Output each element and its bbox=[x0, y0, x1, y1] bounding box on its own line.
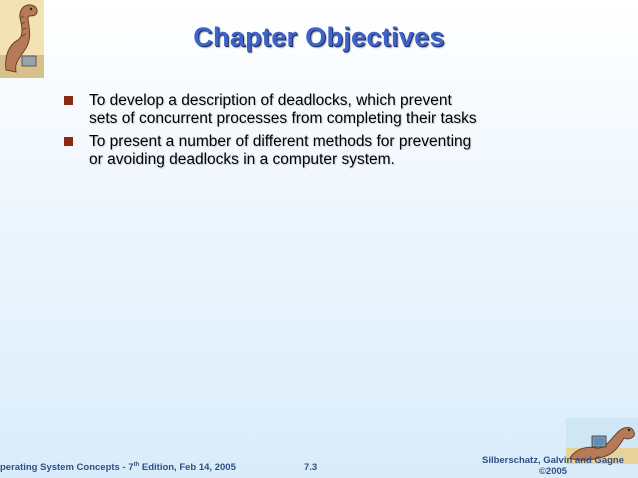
footer-course-info: perating System Concepts - 7th Edition, Feb 14, 2005 bbox=[0, 462, 236, 474]
bullet-line: sets of concurrent processes from completing their tasks bbox=[89, 109, 477, 127]
square-bullet-icon bbox=[64, 96, 73, 105]
bullet-line: To present a number of different methods for preventing bbox=[89, 133, 472, 150]
footer-authors: Silberschatz, Galvin and Gagne ©2005 bbox=[481, 455, 624, 477]
list-item bbox=[64, 92, 534, 127]
list-item bbox=[64, 133, 534, 168]
objectives-list bbox=[64, 92, 534, 174]
slide-number: 7.3 bbox=[304, 462, 318, 473]
bullet-line: To develop a description of deadlocks, which prevent bbox=[89, 92, 452, 109]
square-bullet-icon bbox=[64, 137, 73, 146]
slide-footer bbox=[0, 455, 638, 478]
bullet-line: or avoiding deadlocks in a computer system. bbox=[89, 150, 395, 168]
slide-title: Chapter Objectives bbox=[193, 22, 445, 52]
